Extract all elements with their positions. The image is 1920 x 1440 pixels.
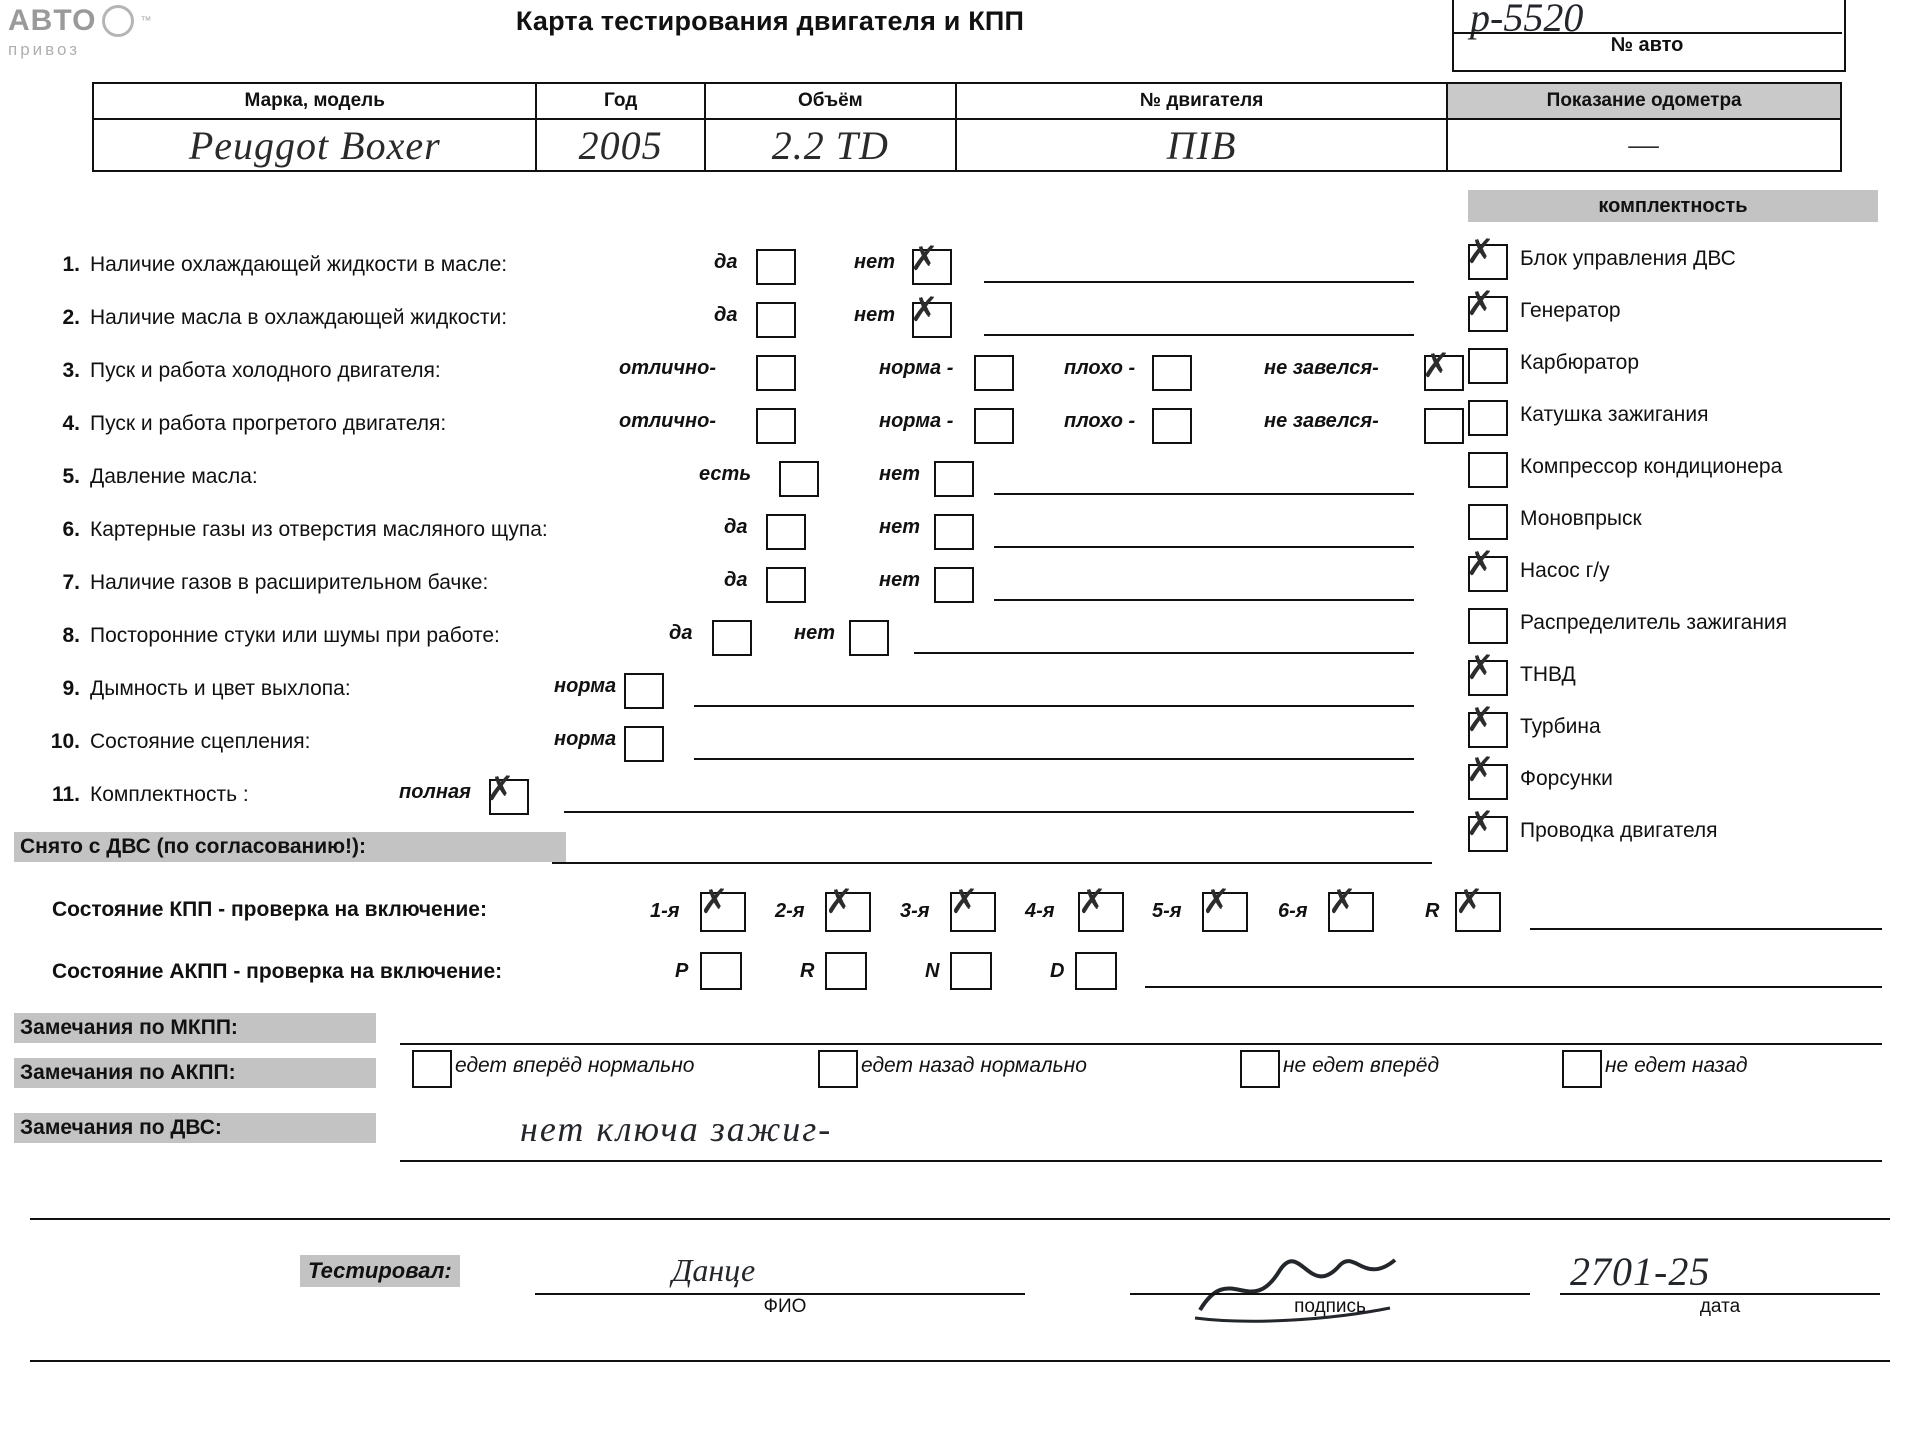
checkbox-monoinjection[interactable] bbox=[1468, 504, 1508, 540]
checkbox-est[interactable] bbox=[779, 461, 819, 497]
row-number: 10. bbox=[50, 730, 80, 753]
completeness-item[interactable] bbox=[1466, 650, 1908, 706]
comment-line[interactable] bbox=[994, 493, 1414, 495]
check-cross-icon: ✗ bbox=[910, 241, 939, 278]
akpp-comment-line[interactable] bbox=[1145, 986, 1882, 988]
checklist-row-4 bbox=[34, 404, 1464, 457]
checkbox-no-forward[interactable] bbox=[1240, 1050, 1280, 1088]
row-number: 5. bbox=[62, 465, 80, 488]
checkbox-distributor[interactable] bbox=[1468, 608, 1508, 644]
row-number: 4. bbox=[62, 412, 80, 435]
checklist-row-5 bbox=[34, 457, 1464, 510]
checklist-row-2 bbox=[34, 292, 1464, 351]
row-label: Дымность и цвет выхлопа: bbox=[90, 677, 351, 700]
option-label-norma: норма bbox=[554, 728, 617, 750]
checkbox-da[interactable] bbox=[712, 620, 752, 656]
check-cross-icon: ✗ bbox=[1078, 884, 1107, 921]
page-title: Карта тестирования двигателя и КПП bbox=[515, 6, 1025, 36]
checkbox-da[interactable] bbox=[756, 249, 796, 285]
checklist-row-9 bbox=[34, 669, 1464, 722]
col-year: Год bbox=[536, 83, 704, 119]
check-cross-icon: ✗ bbox=[950, 884, 979, 921]
gear-label-1: 1-я bbox=[650, 900, 680, 922]
completeness-header: комплектность bbox=[1468, 190, 1878, 222]
check-cross-icon: ✗ bbox=[700, 884, 729, 921]
checkbox-norma[interactable] bbox=[974, 355, 1014, 391]
option-label-net: нет bbox=[854, 304, 895, 326]
checkbox-da[interactable] bbox=[756, 302, 796, 338]
value-odometer: — bbox=[1447, 119, 1841, 171]
gear-label-3: 3-я bbox=[900, 900, 930, 922]
akpp-mode-label-p: P bbox=[675, 960, 689, 982]
option-label-da: да bbox=[669, 622, 693, 644]
row-number: 2. bbox=[62, 306, 80, 329]
checklist-row-3 bbox=[34, 348, 1464, 404]
completeness-item[interactable] bbox=[1466, 234, 1908, 290]
col-odometer: Показание одометра bbox=[1447, 83, 1841, 119]
check-cross-icon: ✗ bbox=[1202, 884, 1231, 921]
checklist-row-7 bbox=[34, 563, 1464, 616]
notes-akpp-label: Замечания по АКПП: bbox=[14, 1058, 376, 1088]
option-label-polnaya: полная bbox=[399, 781, 471, 803]
watermark-brand: ABTO bbox=[8, 4, 97, 37]
value-year: 2005 bbox=[536, 119, 704, 171]
option-label-net: нет bbox=[879, 516, 920, 538]
bottom-divider bbox=[30, 1360, 1890, 1362]
completeness-item[interactable] bbox=[1468, 446, 1908, 498]
check-cross-icon: ✗ bbox=[1466, 806, 1495, 843]
check-cross-icon: ✗ bbox=[1328, 884, 1357, 921]
checkbox-da[interactable] bbox=[766, 567, 806, 603]
row-label: Наличие масла в охлаждающей жидкости: bbox=[90, 306, 508, 329]
row-number: 11. bbox=[51, 783, 80, 806]
signature-line[interactable] bbox=[1130, 1293, 1530, 1295]
date-line[interactable] bbox=[1560, 1293, 1880, 1295]
value-engine-no: ПІВ bbox=[956, 119, 1447, 171]
completeness-item[interactable] bbox=[1466, 806, 1908, 862]
date-caption: дата bbox=[1699, 1296, 1741, 1317]
value-model: Peuggot Boxer bbox=[93, 119, 536, 171]
akpp-note-label-forward-ok: едет вперёд нормально bbox=[455, 1054, 695, 1077]
completeness-item-label: ТНВД bbox=[1520, 663, 1576, 686]
vehicle-header-table bbox=[92, 82, 1842, 172]
option-label-net: нет bbox=[879, 569, 920, 591]
completeness-item-label: Насос г/у bbox=[1520, 559, 1610, 582]
checkbox-plokho[interactable] bbox=[1152, 355, 1192, 391]
gear-label-r: R bbox=[1425, 900, 1440, 922]
completeness-item[interactable] bbox=[1466, 286, 1908, 342]
checkbox-net[interactable] bbox=[849, 620, 889, 656]
checkbox-ne-zavelsya[interactable] bbox=[1424, 408, 1464, 444]
akpp-mode-label-r: R bbox=[800, 960, 815, 982]
check-cross-icon: ✗ bbox=[1466, 546, 1495, 583]
comment-line[interactable] bbox=[984, 334, 1414, 336]
gear-label-6: 6-я bbox=[1278, 900, 1308, 922]
option-label-da: да bbox=[724, 569, 748, 591]
checkbox-ignition-coil[interactable] bbox=[1468, 400, 1508, 436]
akpp-mode-label-d: D bbox=[1050, 960, 1065, 982]
row-number: 9. bbox=[62, 677, 80, 700]
col-model: Марка, модель bbox=[93, 83, 536, 119]
row-number: 3. bbox=[62, 359, 80, 382]
comment-line[interactable] bbox=[694, 758, 1414, 760]
completeness-item[interactable] bbox=[1468, 602, 1908, 654]
row-number: 8. bbox=[62, 624, 80, 647]
option-label-otlichno: отлично- bbox=[619, 357, 717, 379]
gear-label-4: 4-я bbox=[1025, 900, 1055, 922]
check-cross-icon: ✗ bbox=[1455, 884, 1484, 921]
checklist-row-8 bbox=[34, 616, 1464, 669]
completeness-item-label: Карбюратор bbox=[1520, 351, 1640, 374]
completeness-item-label: Компрессор кондиционера bbox=[1520, 455, 1783, 478]
completeness-item[interactable] bbox=[1466, 752, 1908, 810]
watermark-tm: ™ bbox=[140, 15, 152, 27]
notes-dvs-line[interactable] bbox=[400, 1160, 1882, 1162]
option-label-net: нет bbox=[854, 251, 895, 273]
value-volume: 2.2 TD bbox=[705, 119, 956, 171]
gear-label-5: 5-я bbox=[1152, 900, 1182, 922]
option-label-plokho: плохо - bbox=[1064, 410, 1136, 432]
option-label-otlichno: отлично- bbox=[619, 410, 717, 432]
completeness-panel bbox=[1468, 190, 1908, 862]
comment-line[interactable] bbox=[564, 811, 1414, 813]
akpp-note-label-back-ok: едет назад нормально bbox=[861, 1054, 1087, 1077]
notes-dvs-label: Замечания по ДВС: bbox=[14, 1113, 376, 1143]
col-engine-no: № двигателя bbox=[956, 83, 1447, 119]
akpp-mode-label-n: N bbox=[925, 960, 940, 982]
checkbox-no-back[interactable] bbox=[1562, 1050, 1602, 1088]
checkbox-da[interactable] bbox=[766, 514, 806, 550]
row-number: 7. bbox=[62, 571, 80, 594]
option-label-plokho: плохо - bbox=[1064, 357, 1136, 379]
checkbox-akpp-p[interactable] bbox=[700, 952, 742, 990]
tester-name-value: Данце bbox=[672, 1252, 756, 1288]
notes-mkpp-line[interactable] bbox=[400, 1043, 1882, 1045]
checkbox-drives-forward-ok[interactable] bbox=[412, 1050, 452, 1088]
check-cross-icon: ✗ bbox=[1466, 650, 1495, 687]
signature-caption: подпись bbox=[1294, 1296, 1366, 1317]
removed-from-engine-bar: Снято с ДВС (по согласованию!): bbox=[14, 832, 566, 862]
checkbox-ac-compressor[interactable] bbox=[1468, 452, 1508, 488]
auto-number-label: № авто bbox=[1610, 34, 1684, 56]
checkbox-net[interactable] bbox=[934, 567, 974, 603]
completeness-item[interactable] bbox=[1466, 702, 1908, 758]
checkbox-akpp-n[interactable] bbox=[950, 952, 992, 990]
check-cross-icon: ✗ bbox=[486, 771, 515, 808]
akpp-note-label-no-back: не едет назад bbox=[1605, 1054, 1748, 1077]
checkbox-norma[interactable] bbox=[624, 726, 664, 762]
option-label-net: нет bbox=[794, 622, 835, 644]
completeness-item-label: Моновпрыск bbox=[1520, 507, 1642, 530]
checkbox-akpp-r[interactable] bbox=[825, 952, 867, 990]
comment-line[interactable] bbox=[994, 599, 1414, 601]
header-row bbox=[93, 83, 1841, 119]
option-label-ne-zavelsya: не завелся- bbox=[1264, 410, 1379, 432]
checkbox-otlichno[interactable] bbox=[756, 355, 796, 391]
option-label-net: нет bbox=[879, 463, 920, 485]
checklist-row-10 bbox=[34, 722, 1464, 775]
check-cross-icon: ✗ bbox=[1422, 348, 1451, 385]
check-cross-icon: ✗ bbox=[1466, 752, 1495, 789]
checkbox-net[interactable] bbox=[934, 514, 974, 550]
row-label: Состояние сцепления: bbox=[90, 730, 311, 753]
tester-name-caption: ФИО bbox=[763, 1296, 807, 1317]
checkbox-drives-back-ok[interactable] bbox=[818, 1050, 858, 1088]
tested-by-label: Тестировал: bbox=[300, 1255, 460, 1287]
removed-from-engine-line[interactable] bbox=[552, 862, 1432, 864]
check-cross-icon: ✗ bbox=[910, 292, 939, 329]
checkbox-norma[interactable] bbox=[624, 673, 664, 709]
row-label: Наличие газов в расширительном бачке: bbox=[90, 571, 489, 594]
mkpp-comment-line[interactable] bbox=[1530, 928, 1882, 930]
option-label-est: есть bbox=[699, 463, 752, 485]
option-label-da: да bbox=[724, 516, 748, 538]
auto-number-value: р-5520 bbox=[1470, 0, 1584, 40]
row-number: 1. bbox=[62, 253, 80, 276]
completeness-item-label: Блок управления ДВС bbox=[1520, 247, 1736, 270]
completeness-item[interactable] bbox=[1468, 342, 1908, 394]
checklist-row-6 bbox=[34, 510, 1464, 563]
mkpp-label: Состояние КПП - проверка на включение: bbox=[52, 898, 487, 921]
date-value: 2701-25 bbox=[1570, 1249, 1711, 1294]
completeness-item-label: Турбина bbox=[1520, 715, 1601, 738]
check-cross-icon: ✗ bbox=[1466, 234, 1495, 271]
akpp-note-label-no-forward: не едет вперёд bbox=[1283, 1054, 1440, 1077]
completeness-item-label: Катушка зажигания bbox=[1520, 403, 1709, 426]
checkbox-norma[interactable] bbox=[974, 408, 1014, 444]
checkbox-plokho[interactable] bbox=[1152, 408, 1192, 444]
row-label: Наличие охлаждающей жидкости в масле: bbox=[90, 253, 508, 276]
option-label-da: да bbox=[714, 251, 738, 273]
comment-line[interactable] bbox=[994, 546, 1414, 548]
row-label: Давление масла: bbox=[90, 465, 258, 488]
watermark bbox=[8, 4, 178, 60]
row-label: Пуск и работа прогретого двигателя: bbox=[90, 412, 447, 435]
checklist-row-1 bbox=[34, 241, 1464, 298]
option-label-ne-zavelsya: не завелся- bbox=[1264, 357, 1379, 379]
row-label: Посторонние стуки или шумы при работе: bbox=[90, 624, 500, 647]
akpp-label: Состояние АКПП - проверка на включение: bbox=[52, 960, 503, 983]
completeness-item[interactable] bbox=[1468, 498, 1908, 550]
option-label-norma: норма - bbox=[879, 410, 954, 432]
option-label-da: да bbox=[714, 304, 738, 326]
checklist-row-11 bbox=[34, 771, 1464, 828]
gear-label-2: 2-я bbox=[775, 900, 805, 922]
completeness-item-label: Форсунки bbox=[1520, 767, 1613, 790]
tester-name-line[interactable] bbox=[535, 1293, 1025, 1295]
comment-line[interactable] bbox=[914, 652, 1414, 654]
notes-mkpp-label: Замечания по МКПП: bbox=[14, 1013, 376, 1043]
watermark-sub: привоз bbox=[8, 40, 81, 59]
row-label: Комплектность : bbox=[90, 783, 249, 806]
completeness-item-label: Проводка двигателя bbox=[1520, 819, 1718, 842]
check-cross-icon: ✗ bbox=[825, 884, 854, 921]
option-label-norma: норма - bbox=[879, 357, 954, 379]
col-volume: Объём bbox=[705, 83, 956, 119]
comment-line[interactable] bbox=[694, 705, 1414, 707]
row-number: 6. bbox=[62, 518, 80, 541]
completeness-item-label: Генератор bbox=[1520, 299, 1621, 322]
notes-dvs-value: нет ключа зажиг- bbox=[520, 1109, 833, 1149]
check-cross-icon: ✗ bbox=[1466, 286, 1495, 323]
checklist bbox=[34, 241, 1464, 828]
watermark-circle-icon bbox=[102, 5, 134, 37]
checkbox-carburetor[interactable] bbox=[1468, 348, 1508, 384]
row-label: Пуск и работа холодного двигателя: bbox=[90, 359, 441, 382]
value-row bbox=[93, 119, 1841, 171]
completeness-item[interactable] bbox=[1468, 394, 1908, 446]
footer-divider bbox=[30, 1218, 1890, 1220]
completeness-item[interactable] bbox=[1466, 546, 1908, 602]
comment-line[interactable] bbox=[984, 281, 1414, 283]
checkbox-net[interactable] bbox=[934, 461, 974, 497]
checkbox-otlichno[interactable] bbox=[756, 408, 796, 444]
checkbox-akpp-d[interactable] bbox=[1075, 952, 1117, 990]
option-label-norma: норма bbox=[554, 675, 617, 697]
completeness-item-label: Распределитель зажигания bbox=[1520, 611, 1788, 634]
check-cross-icon: ✗ bbox=[1466, 702, 1495, 739]
row-label: Картерные газы из отверстия масляного щупа: bbox=[90, 518, 548, 541]
